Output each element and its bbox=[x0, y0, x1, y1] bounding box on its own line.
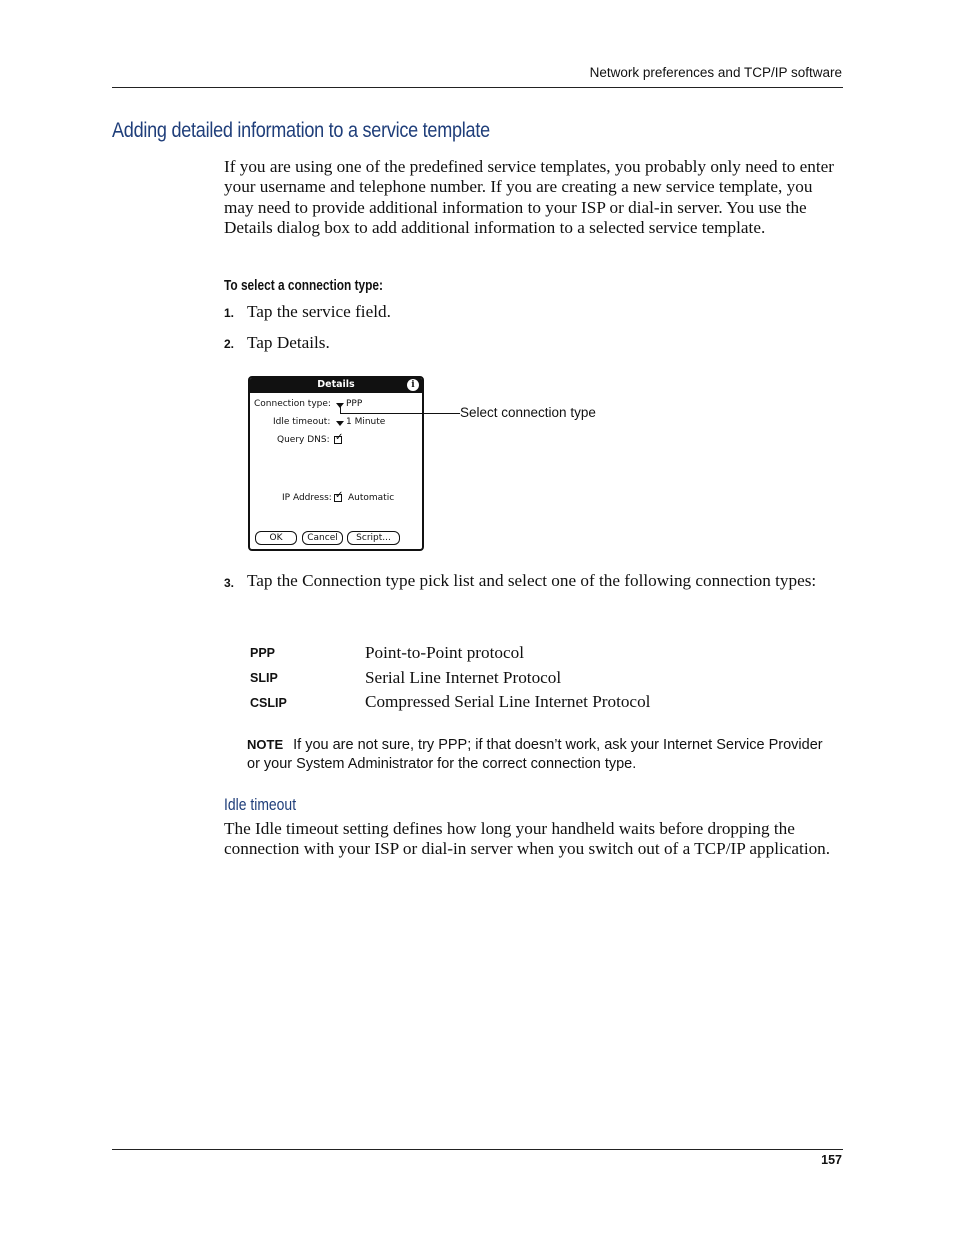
info-icon: i bbox=[407, 379, 419, 391]
intro-paragraph: If you are using one of the predefined service templates, you probably only need to enter your username and telephone number. If you are creating a new service template, you may need to provide additional information to your ISP or dial-in server. You use the Details dialog box to add additional information to a selected service template. bbox=[224, 157, 834, 237]
term-cslip: CSLIP bbox=[250, 696, 287, 710]
footer-rule bbox=[112, 1149, 843, 1150]
procedure-heading: To select a connection type: bbox=[224, 278, 384, 294]
term-slip: SLIP bbox=[250, 671, 278, 685]
step-text: Tap the service field. bbox=[247, 302, 391, 321]
query-dns-label: Query DNS: bbox=[277, 435, 330, 445]
checkmark-icon: ✓ bbox=[335, 432, 344, 443]
connection-type-label: Connection type: bbox=[254, 399, 331, 409]
callout-line bbox=[340, 413, 460, 414]
checkmark-icon: ✓ bbox=[335, 490, 344, 501]
idle-timeout-value: 1 Minute bbox=[346, 417, 386, 427]
definition-slip: Serial Line Internet Protocol bbox=[365, 668, 562, 687]
step-text: Tap Details. bbox=[247, 333, 330, 352]
details-dialog-screenshot bbox=[248, 376, 424, 551]
definition-ppp: Point-to-Point protocol bbox=[365, 643, 524, 662]
term-ppp: PPP bbox=[250, 646, 276, 660]
dialog-title: Details bbox=[317, 379, 355, 390]
callout-label: Select connection type bbox=[460, 405, 596, 420]
script-button: Script... bbox=[347, 531, 400, 545]
definition-cslip: Compressed Serial Line Internet Protocol bbox=[365, 692, 651, 711]
page-number: 157 bbox=[821, 1153, 842, 1167]
idle-timeout-dropdown-arrow-icon bbox=[336, 421, 344, 426]
idle-timeout-heading: Idle timeout bbox=[224, 795, 297, 814]
idle-timeout-paragraph: The Idle timeout setting defines how long your handheld waits before dropping the connection with your ISP or dial-in server when you switch out of a TCP/IP application. bbox=[224, 819, 831, 859]
step-number: 3. bbox=[224, 576, 235, 590]
step-text: Tap the Connection type pick list and select one of the following connection types: bbox=[247, 571, 817, 590]
note-label: NOTE bbox=[247, 737, 284, 752]
connection-type-value: PPP bbox=[346, 399, 363, 409]
ok-button: OK bbox=[255, 531, 297, 545]
step-number: 2. bbox=[224, 337, 235, 351]
note bbox=[247, 735, 837, 774]
header-rule bbox=[112, 87, 843, 88]
ip-address-label: IP Address: bbox=[282, 493, 332, 503]
idle-timeout-label: Idle timeout: bbox=[273, 417, 331, 427]
cancel-button: Cancel bbox=[302, 531, 343, 545]
note-text: If you are not sure, try PPP; if that doesn’t work, ask your Internet Service Provider or your System Administrator for the correct connection type. bbox=[247, 737, 823, 772]
ip-address-value: Automatic bbox=[348, 493, 395, 503]
running-header: Network preferences and TCP/IP software bbox=[589, 65, 842, 80]
step-number: 1. bbox=[224, 306, 235, 320]
section-title: Adding detailed information to a service template bbox=[112, 119, 490, 142]
